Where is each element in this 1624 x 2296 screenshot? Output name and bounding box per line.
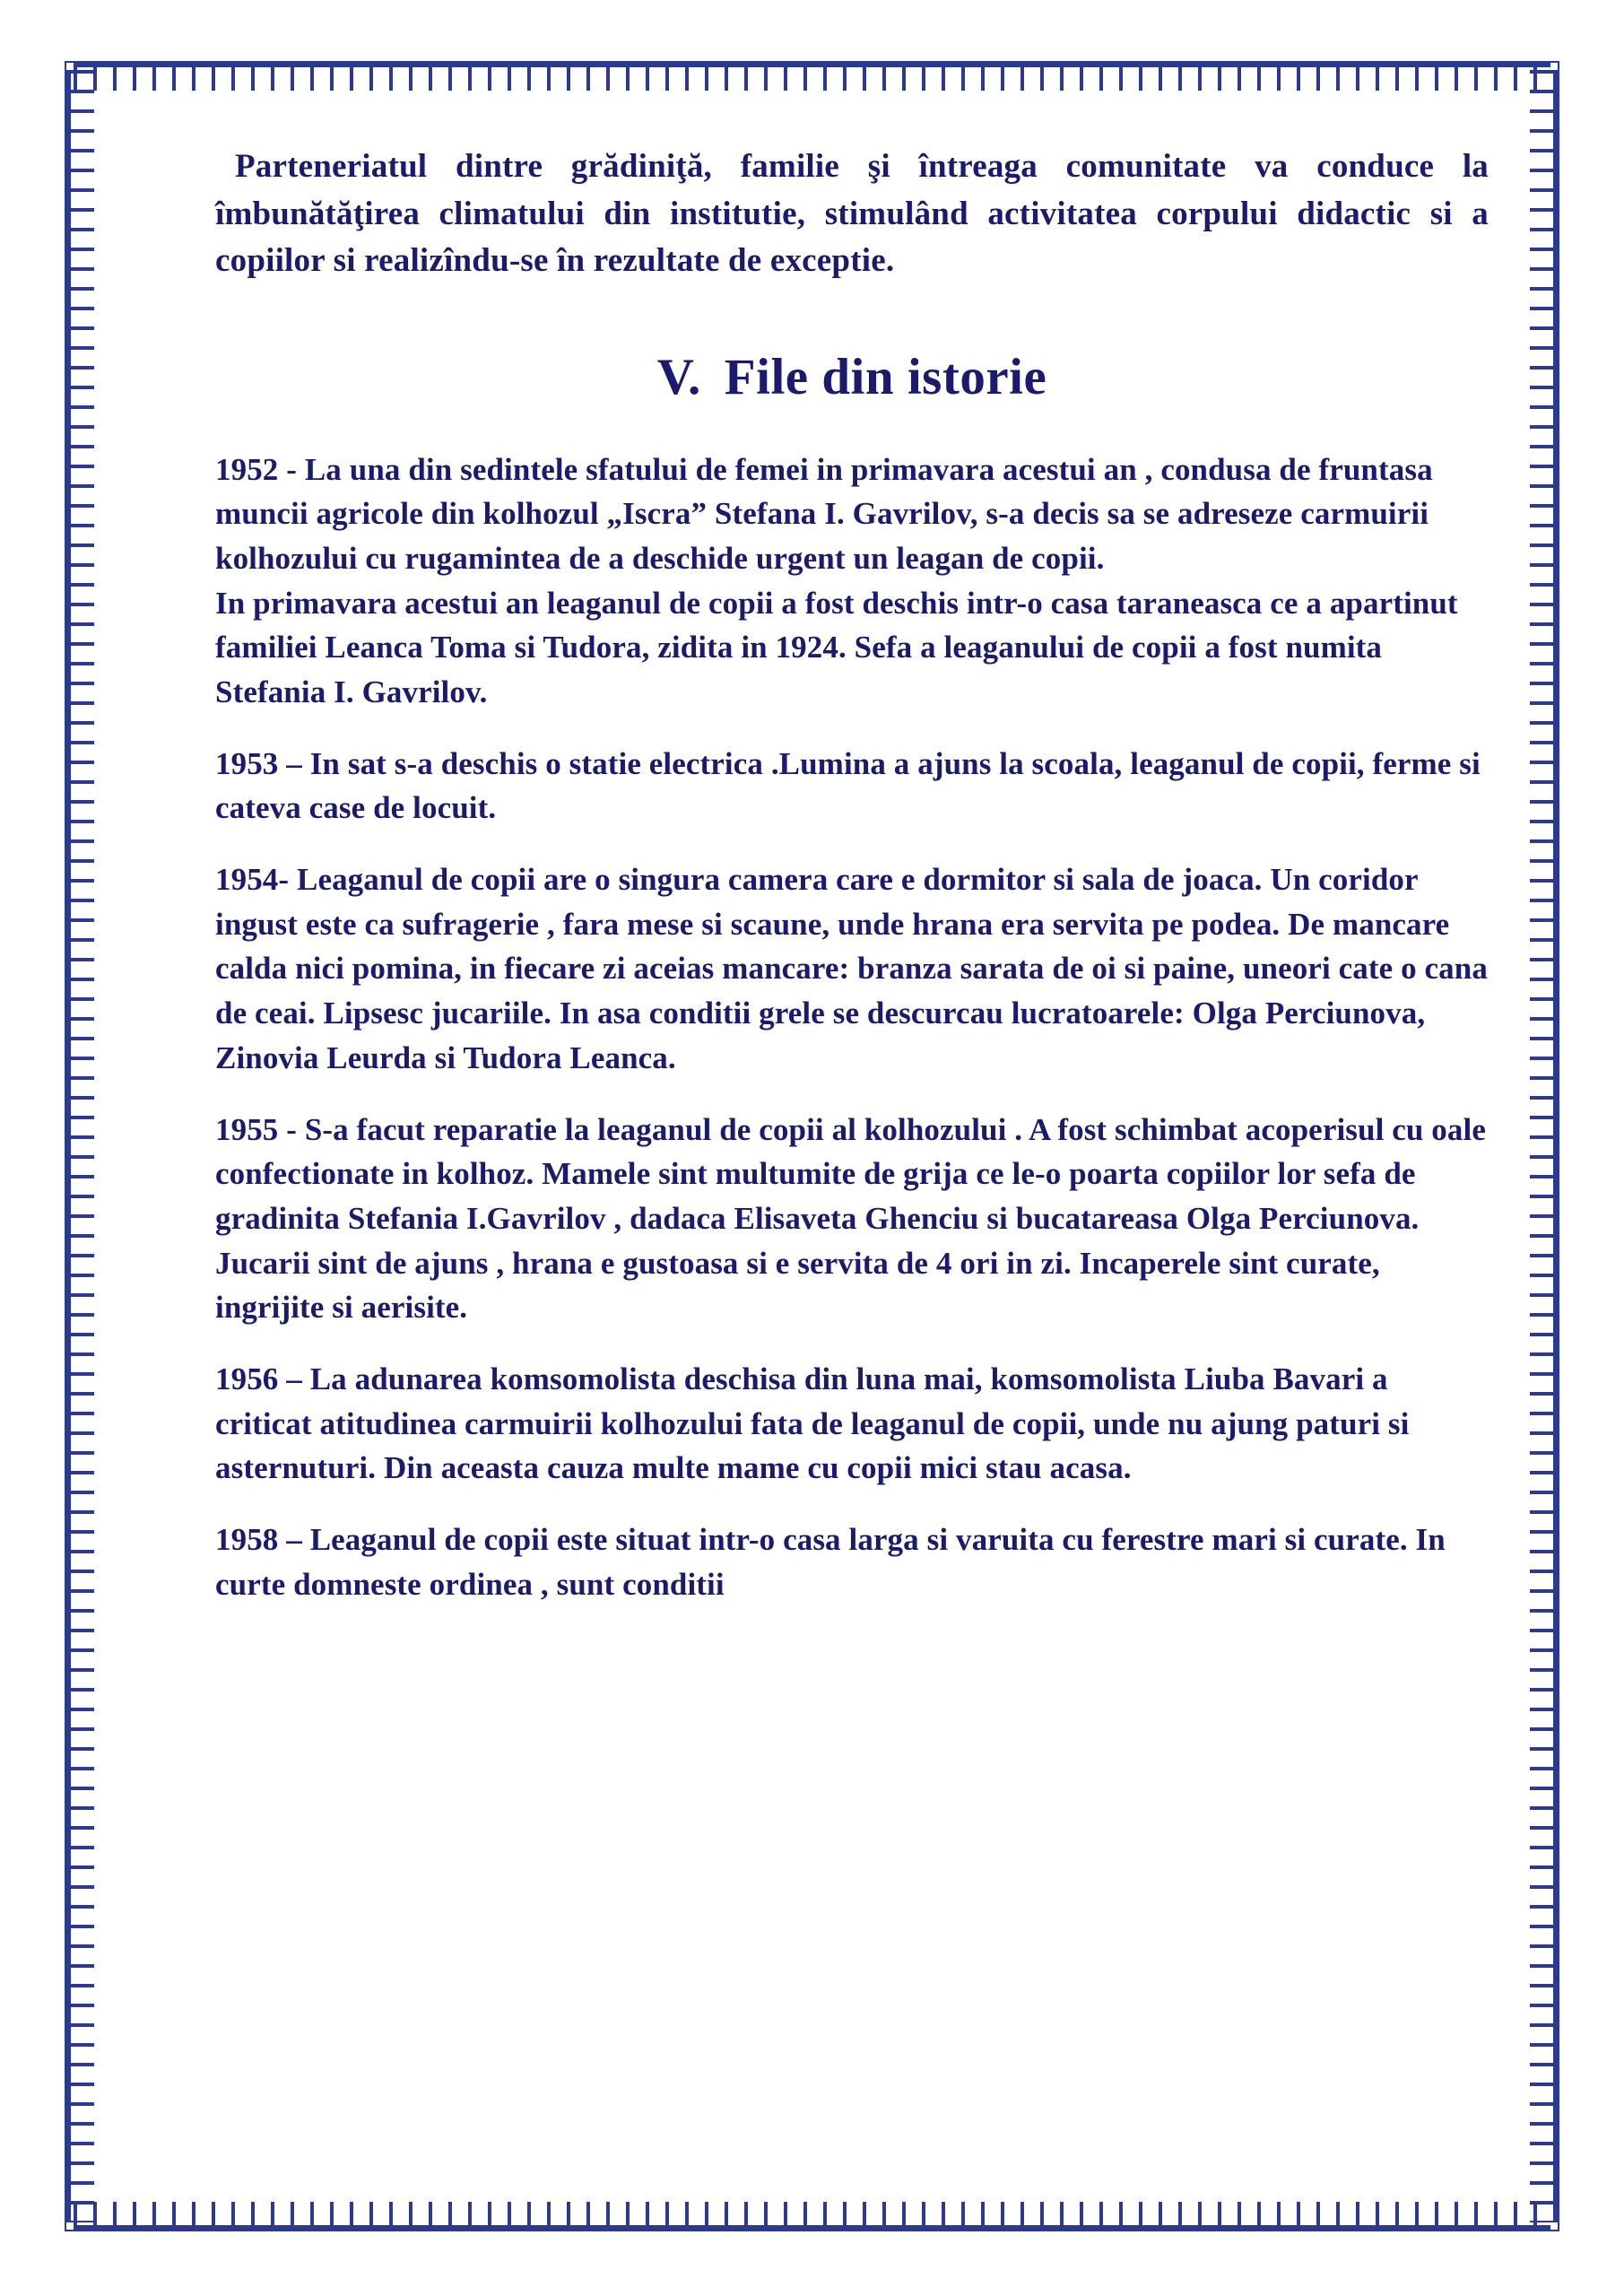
history-entry (215, 742, 1489, 831)
intro-paragraph: Parteneriatul dintre grădiniţă, familie şi întreaga comunitate va conduce la îmbunătăţirea climatului din institutie, stimulând activitatea corpului didactic si a copiilor si realizîndu-se în rezultate de exceptie. (215, 148, 1489, 280)
entry-text: – Leaganul de copii este situat intr-o casa larga si varuita cu ferestre mari si curate. In curte domneste ordinea , sunt conditii (215, 1522, 1446, 1602)
history-entry (215, 448, 1489, 715)
entry-year: 1956 (215, 1361, 279, 1396)
section-title-text: File din istorie (724, 348, 1047, 405)
history-entry (215, 1108, 1489, 1330)
history-entry (215, 857, 1489, 1080)
entry-year: 1953 (215, 745, 279, 781)
entry-year: 1954- (215, 862, 290, 898)
section-numeral: V. (656, 348, 701, 405)
history-entry (215, 1357, 1489, 1491)
history-entry (215, 1518, 1489, 1606)
document-content (215, 144, 1489, 1606)
entry-year: 1958 (215, 1522, 279, 1558)
section-heading (215, 348, 1489, 406)
entry-year: 1955 (215, 1111, 279, 1147)
entry-text: Leaganul de copii are o singura camera care e dormitor si sala de joaca. Un coridor ingust este ca sufragerie , fara mese si scaune, unde hrana era servita pe podea. De mancare calda nici pomina, in fiecare zi aceias mancare: branza sarata de oi si paine, uneori cate o cana de ceai. Lipsesc jucariile. In asa conditii grele se descurcau lucratoarele: Olga Perciunova, Zinovia Leurda si Tudora Leanca. (215, 862, 1488, 1075)
entry-year: 1952 (215, 451, 279, 487)
entry-text: – In sat s-a deschis o statie electrica .Lumina a ajuns la scoala, leaganul de copii, ferme si cateva case de locuit. (215, 745, 1481, 826)
entry-text: - S-a facut reparatie la leaganul de copii al kolhozului . A fost schimbat acoperisul cu oale confectionate in kolhoz. Mamele sint multumite de grija ce le-o poarta copiilor lor sefa de gradinita Stefania I.Gavrilov , dadaca Elisaveta Ghenciu si bucatareasa Olga Perciunova. Jucarii sint de ajuns , hrana e gustoasa si e servita de 4 ori in zi. Incaperele sint curate, ingrijite si aerisite. (215, 1111, 1486, 1326)
entry-text: - La una din sedintele sfatului de femei in primavara acestui an , condusa de fruntasa muncii agricole din kolhozul „Iscra” Stefana I. Gavrilov, s-a decis sa se adreseze carmuirii kolhozului cu rugamintea de a deschide urgent un leagan de copii. In primavara acestui an leaganul de copii a fost deschis intr-o casa taraneasca ce a apartinut familiei Leanca Toma si Tudora, zidita in 1924. Sefa a leaganului de copii a fost numita Stefania I. Gavrilov. (215, 451, 1458, 710)
entry-text: – La adunarea komsomolista deschisa din luna mai, komsomolista Liuba Bavari a criticat atitudinea carmuirii kolhozului fata de leaganul de copii, unde nu ajung paturi si asternuturi. Din aceasta cauza multe mame cu copii mici stau acasa. (215, 1361, 1410, 1486)
history-entries-list (215, 448, 1489, 1607)
